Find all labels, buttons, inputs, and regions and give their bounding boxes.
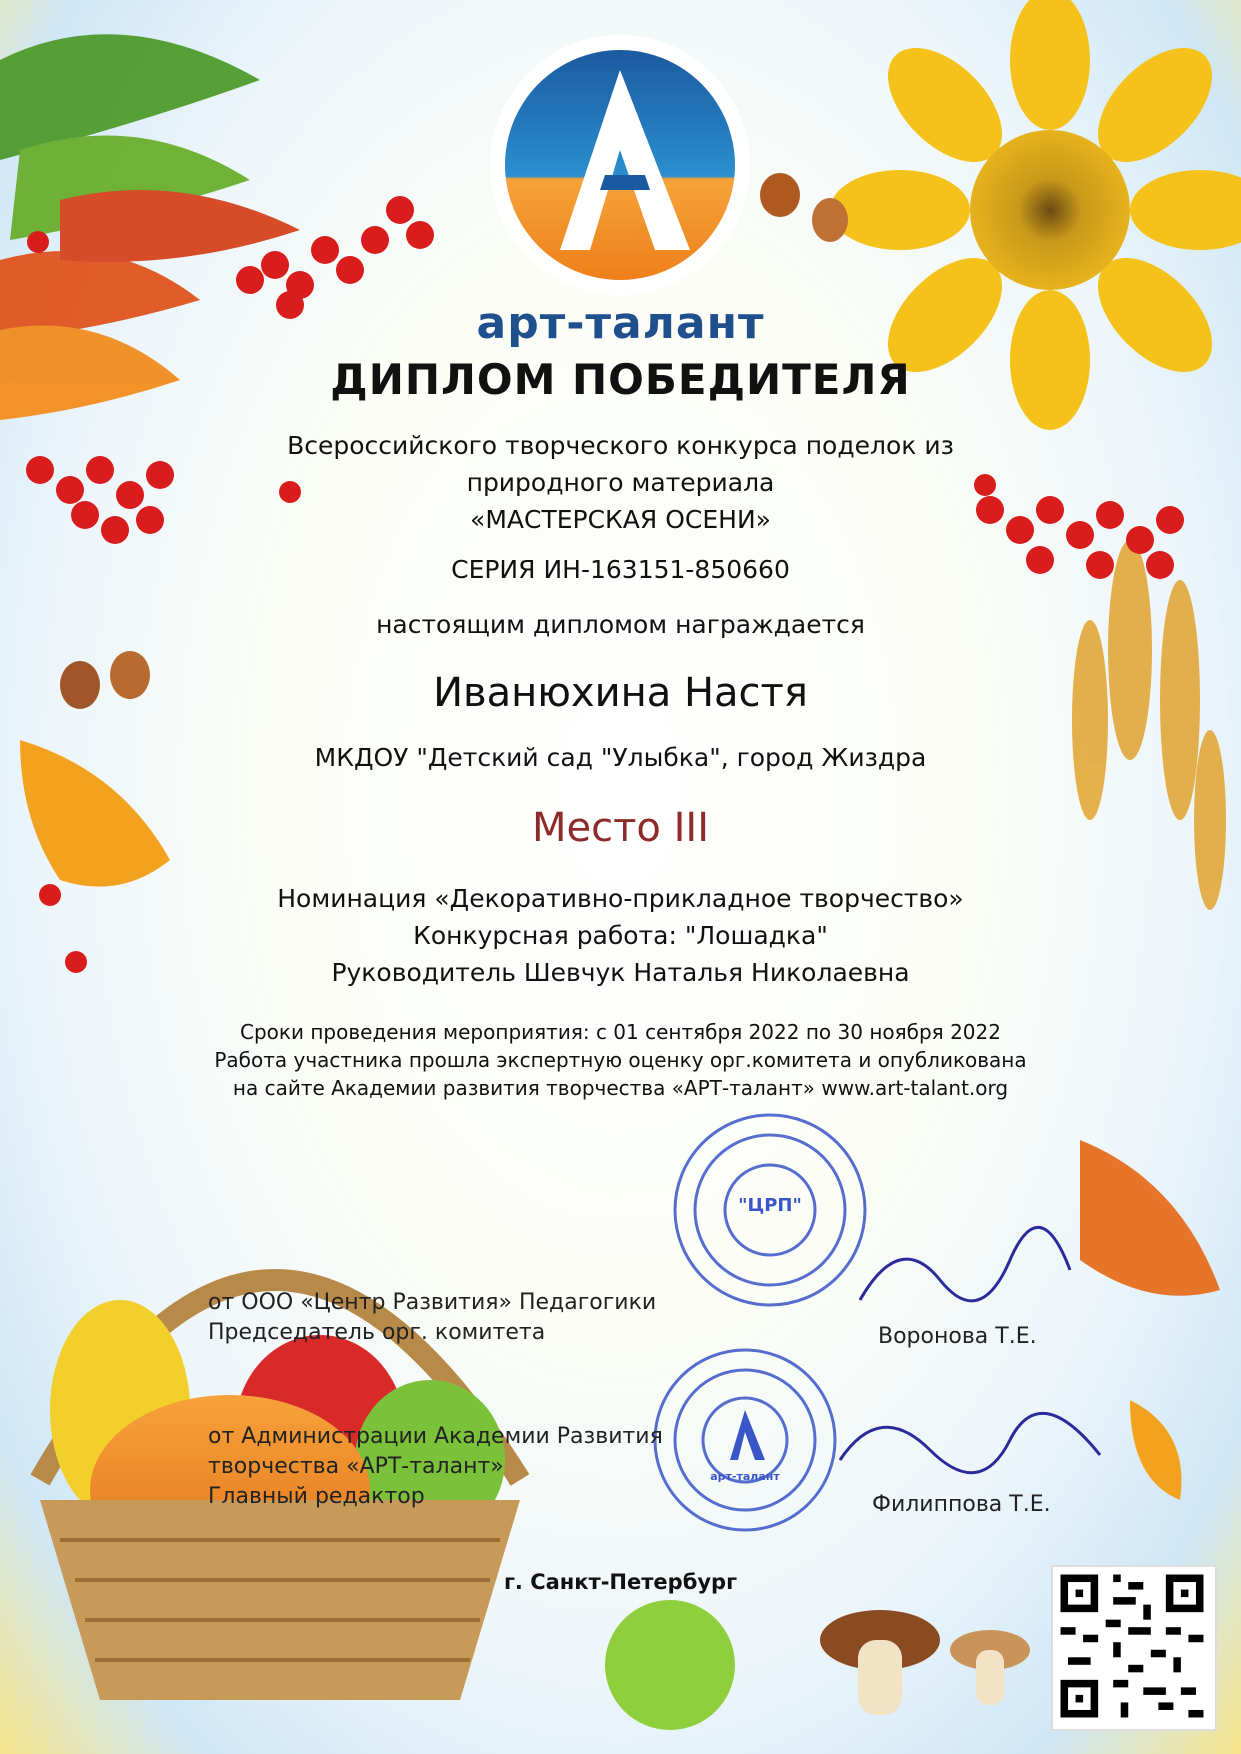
contest-line-3: «МАСТЕРСКАЯ ОСЕНИ»	[470, 505, 771, 534]
signature-block-2	[208, 1422, 663, 1512]
contest-line-1: Всероссийского творческого конкурса поделок из	[287, 431, 954, 460]
nomination-block	[0, 880, 1241, 991]
dates-line: Сроки проведения мероприятия: с 01 сентября 2022 по 30 ноября 2022	[240, 1020, 1001, 1044]
signer1-name: Воронова Т.Е.	[878, 1324, 1037, 1349]
site-line: на сайте Академии развития творчества «АРТ-талант» www.art-talant.org	[232, 1076, 1009, 1100]
leaf-right-small	[1130, 1400, 1181, 1500]
signer2-org-line-2: творчества «АРТ-талант»	[208, 1454, 504, 1479]
signer2-name: Филиппова Т.Е.	[872, 1492, 1051, 1517]
stamp2-center-text: арт-талант	[710, 1470, 780, 1483]
signature-block-1	[208, 1288, 656, 1348]
art-talant-stamp	[655, 1350, 835, 1530]
signer1-org: от ООО «Центр Развития» Педагогики	[208, 1290, 657, 1315]
place: Место III	[532, 805, 709, 851]
signature-voronova	[860, 1227, 1070, 1301]
green-apple	[605, 1600, 735, 1730]
contest-line-2: природного материала	[466, 468, 775, 497]
signer2-org-line-1: от Администрации Академии Развития	[208, 1424, 663, 1449]
maple-leaf-right	[1080, 1140, 1220, 1296]
city: г. Санкт-Петербург	[503, 1570, 738, 1594]
organization: МКДОУ "Детский сад "Улыбка", город Жиздра	[314, 743, 927, 772]
awarded-text: настоящим дипломом награждается	[376, 610, 865, 639]
qr-code[interactable]	[1051, 1565, 1217, 1731]
diploma-title: ДИПЛОМ ПОБЕДИТЕЛЯ	[330, 355, 911, 404]
mushrooms	[820, 1610, 1030, 1715]
event-info	[0, 1018, 1241, 1102]
nomination: Номинация «Декоративно-прикладное творчество»	[277, 884, 964, 913]
winner-name: Иванюхина Настя	[433, 670, 808, 716]
series-number: СЕРИЯ ИН-163151-850660	[451, 555, 790, 584]
art-talant-logo-icon	[490, 35, 750, 295]
supervisor: Руководитель Шевчук Наталья Николаевна	[331, 958, 910, 987]
review-line: Работа участника прошла экспертную оценку орг.комитета и опубликована	[214, 1048, 1027, 1072]
stamp1-center-text: "ЦРП"	[738, 1195, 802, 1216]
signature-filippova	[840, 1413, 1100, 1472]
signer1-role: Председатель орг. комитета	[208, 1320, 546, 1345]
competition-work: Конкурсная работа: "Лошадка"	[413, 921, 828, 950]
logo-brand-text: арт-талант	[476, 298, 765, 349]
contest-name	[0, 427, 1241, 538]
signer2-role: Главный редактор	[208, 1484, 425, 1509]
acorns-top	[760, 173, 848, 242]
stamp2-logo-icon	[730, 1410, 765, 1460]
qr-code-icon	[1053, 1567, 1211, 1725]
wheat-ears	[1072, 540, 1226, 910]
